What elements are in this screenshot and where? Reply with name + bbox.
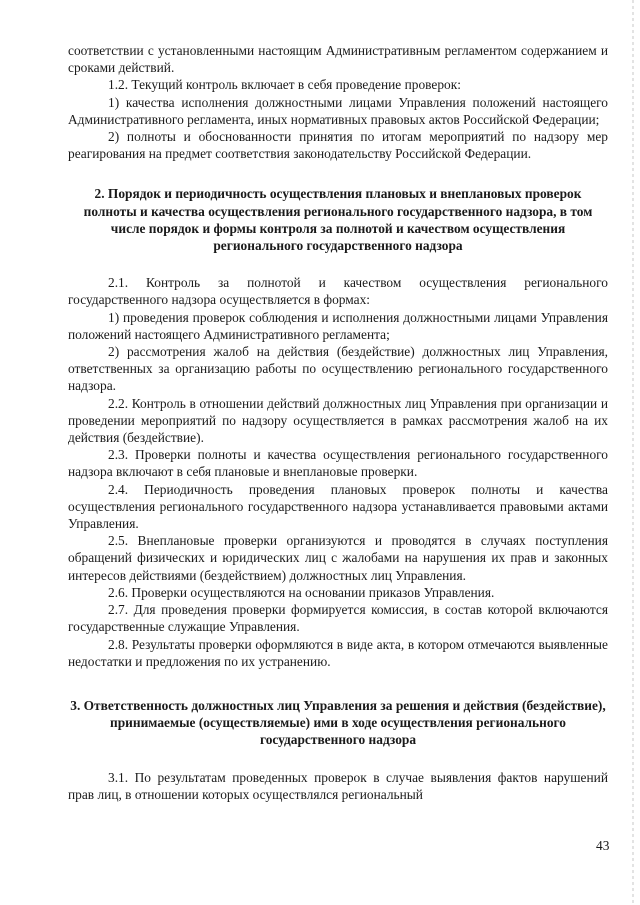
paragraph: 1.2. Текущий контроль включает в себя проведение проверок: xyxy=(108,77,461,93)
paragraph: 2.7. Для проведения проверки формируется комиссия, в состав которой включаются государственные служащие Управления. xyxy=(68,602,608,635)
paragraph: 2.6. Проверки осуществляются на основании приказов Управления. xyxy=(108,584,495,600)
paragraph: 2) рассмотрения жалоб на действия (бездействие) должностных лиц Управления, ответственных за организацию работы по осуществлению регионального государственного надзора. xyxy=(68,344,608,394)
page-number: 43 xyxy=(596,838,610,853)
paragraph: 1) проведения проверок соблюдения и исполнения должностными лицами Управления положений настоящего Административного регламента; xyxy=(68,309,608,342)
paragraph: 2.5. Внеплановые проверки организуются и проводятся в случаях поступления обращений физических и юридических лиц с жалобами на нарушения их прав и законных интересов действиями (бездействием) должностных лиц Управления. xyxy=(68,533,608,583)
paragraph: 3.1. По результатам проведенных проверок в случае выявления фактов нарушений прав лиц, в отношении которых осуществлялся региональный xyxy=(68,769,608,802)
scan-edge xyxy=(632,0,634,905)
paragraph: 1) качества исполнения должностными лицами Управления положений настоящего Административного регламента, иных нормативных правовых актов Российской Федерации; xyxy=(68,94,608,127)
section-2-heading: 2. Порядок и периодичность осуществления плановых и внеплановых проверок полноты и качества осуществления регионального государственного надзора, в том числе порядок и формы контроля за полнотой и качеством осуществления регионального государственного надзора xyxy=(83,186,593,254)
paragraph: 2) полноты и обоснованности принятия по итогам мероприятий по надзору мер реагирования на предмет соответствия законодательству Российской Федерации. xyxy=(68,129,608,162)
paragraph: 2.4. Периодичность проведения плановых проверок полноты и качества осуществления регионального государственного надзора устанавливается правовыми актами Управления. xyxy=(68,481,608,532)
section-3-heading: 3. Ответственность должностных лиц Управления за решения и действия (бездействие), принимаемые (осуществляемые) ими в ходе осуществления регионального государственного надзора xyxy=(70,697,606,748)
paragraph: 2.1. Контроль за полнотой и качеством осуществления регионального государственного надзора осуществляется в формах: xyxy=(68,275,608,308)
paragraph: 2.8. Результаты проверки оформляются в виде акта, в котором отмечаются выявленные недостатки и предложения по их устранению. xyxy=(68,636,608,669)
paragraph: соответствии с установленными настоящим Административным регламентом содержанием и сроками действий. xyxy=(68,43,608,76)
paragraph: 2.2. Контроль в отношении действий должностных лиц Управления при организации и проведении мероприятий по надзору осуществляется в рамках рассмотрения жалоб на их действия (бездействие). xyxy=(68,395,608,446)
document-page xyxy=(68,42,608,803)
paragraph: 2.3. Проверки полноты и качества осуществления регионального государственного надзора включают в себя плановые и внеплановые проверки. xyxy=(68,447,608,480)
